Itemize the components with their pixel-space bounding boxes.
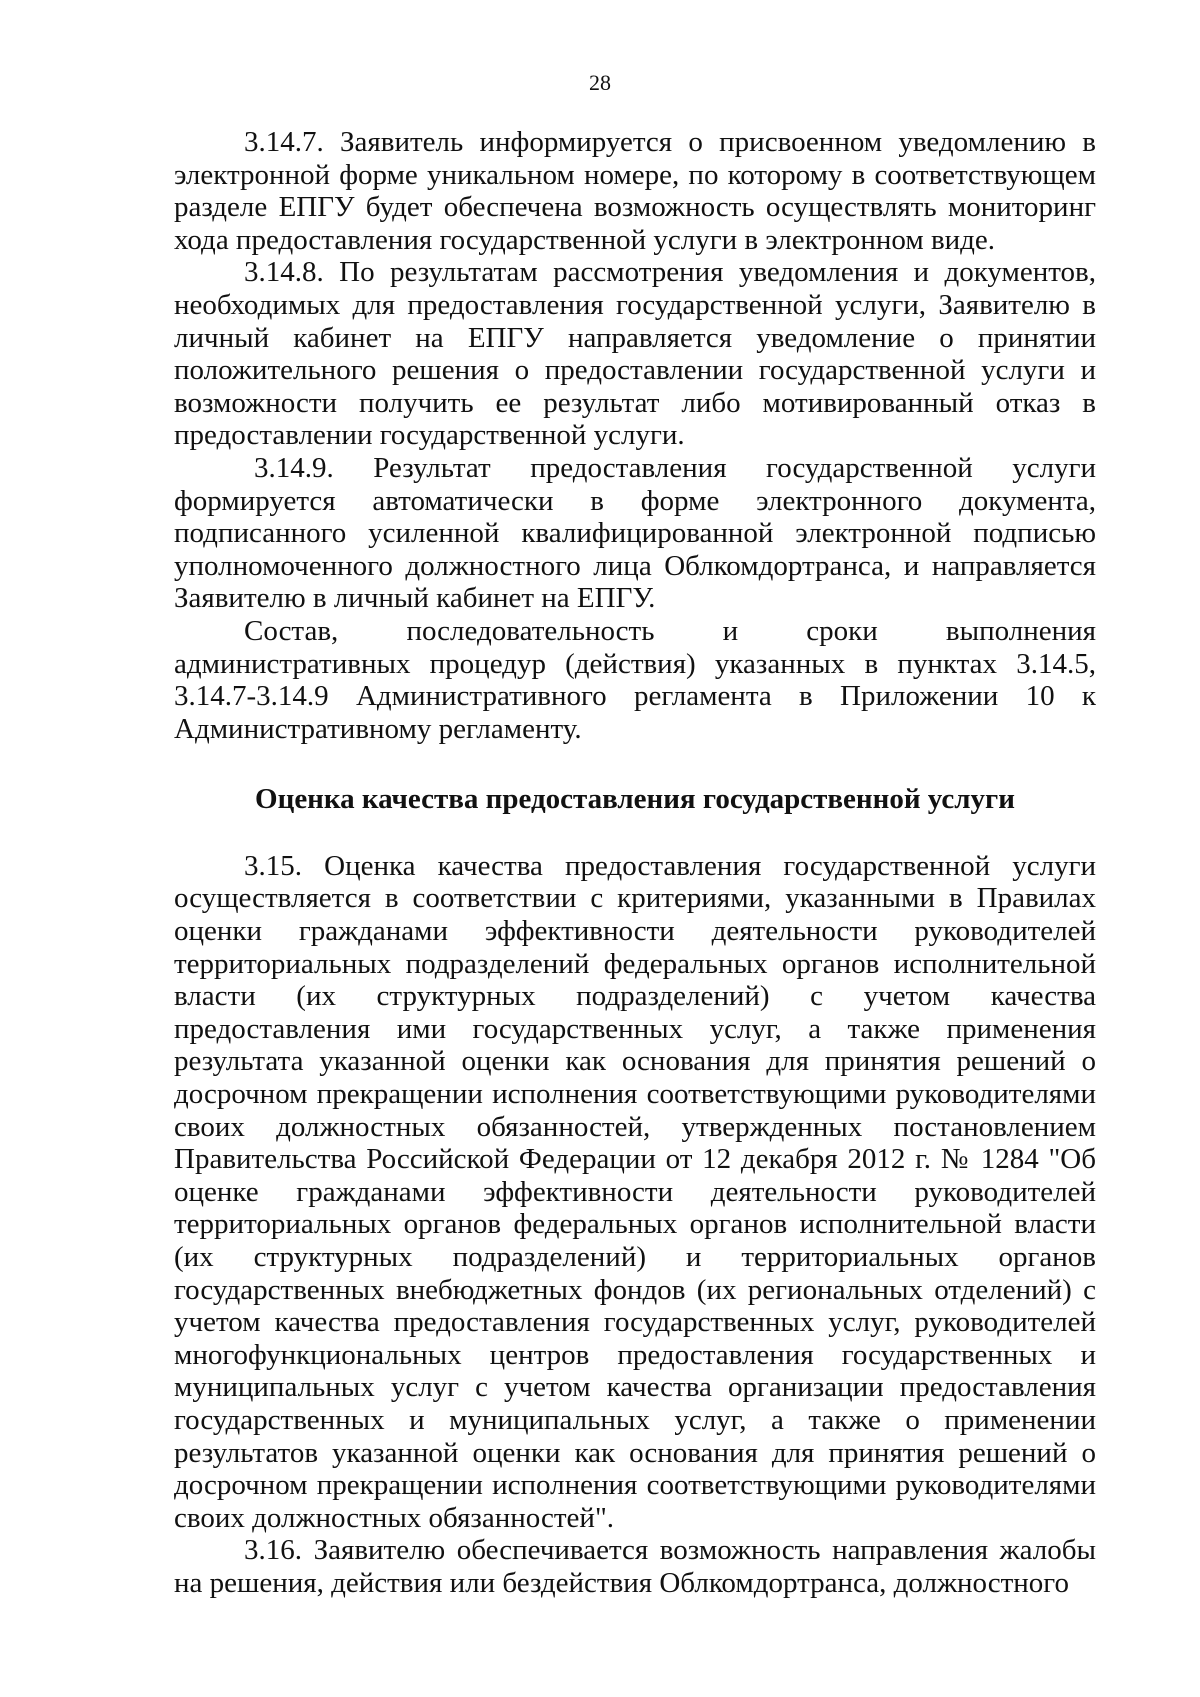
section-heading: Оценка качества предоставления государственной услуги <box>255 783 1015 816</box>
paragraph-3-16: 3.16. Заявителю обеспечивается возможность направления жалобы на решения, действия или бездействия Облкомдортранса, должностного <box>174 1534 1096 1599</box>
paragraph-3-14-8: 3.14.8. По результатам рассмотрения уведомления и документов, необходимых для предоставления государственной услуги, Заявителю в личный кабинет на ЕПГУ направляется уведомление о принятии положительного решения о предоставлении государственной услуги и возможности получить ее результат либо мотивированный отказ в предоставлении государственной услуги. <box>174 256 1096 452</box>
page-number: 28 <box>589 70 611 95</box>
paragraph-procedures-composition: Состав, последовательность и сроки выполнения административных процедур (действия) указанных в пунктах 3.14.5, 3.14.7-3.14.9 Административного регламента в Приложении 10 к Административному регламенту. <box>174 614 1096 745</box>
paragraph-3-14-7: 3.14.7. Заявитель информируется о присвоенном уведомлению в электронной форме уникальном номере, по которому в соответствующем разделе ЕПГУ будет обеспечена возможность осуществлять мониторинг хода предоставления государственной услуги в электронном виде. <box>174 126 1096 256</box>
paragraph-3-14-9: 3.14.9. Результат предоставления государственной услуги формируется автоматически в форме электронного документа, подписанного усиленной квалифицированной электронной подписью уполномоченного должностного лица Облкомдортранса, и направляется Заявителю в личный кабинет на ЕПГУ. <box>174 451 1096 615</box>
paragraph-3-15: 3.15. Оценка качества предоставления государственной услуги осуществляется в соответствии с критериями, указанными в Правилах оценки гражданами эффективности деятельности руководителей территориальных подразделений федеральных органов исполнительной власти (их структурных подразделений) с учетом качества предоставления ими государственных услуг, а также применения результата указанной оценки как основания для принятия решений о досрочном прекращении исполнения соответствующими руководителями своих должностных обязанностей, утвержденных постановлением Правительства Российской Федерации от 12 декабря 2012 г. № 1284 "Об оценке гражданами эффективности деятельности руководителей территориальных органов федеральных органов исполнительной власти (их структурных подразделений) и территориальных органов государственных внебюджетных фондов (их региональных отделений) с учетом качества предоставления государственных услуг, руководителей многофункциональных центров предоставления государственных и муниципальных услуг с учетом качества организации предоставления государственных и муниципальных услуг, а также о применении результатов указанной оценки как основания для принятия решений о досрочном прекращении исполнения соответствующими руководителями своих должностных обязанностей". <box>174 849 1096 1534</box>
document-body <box>174 126 1096 1600</box>
